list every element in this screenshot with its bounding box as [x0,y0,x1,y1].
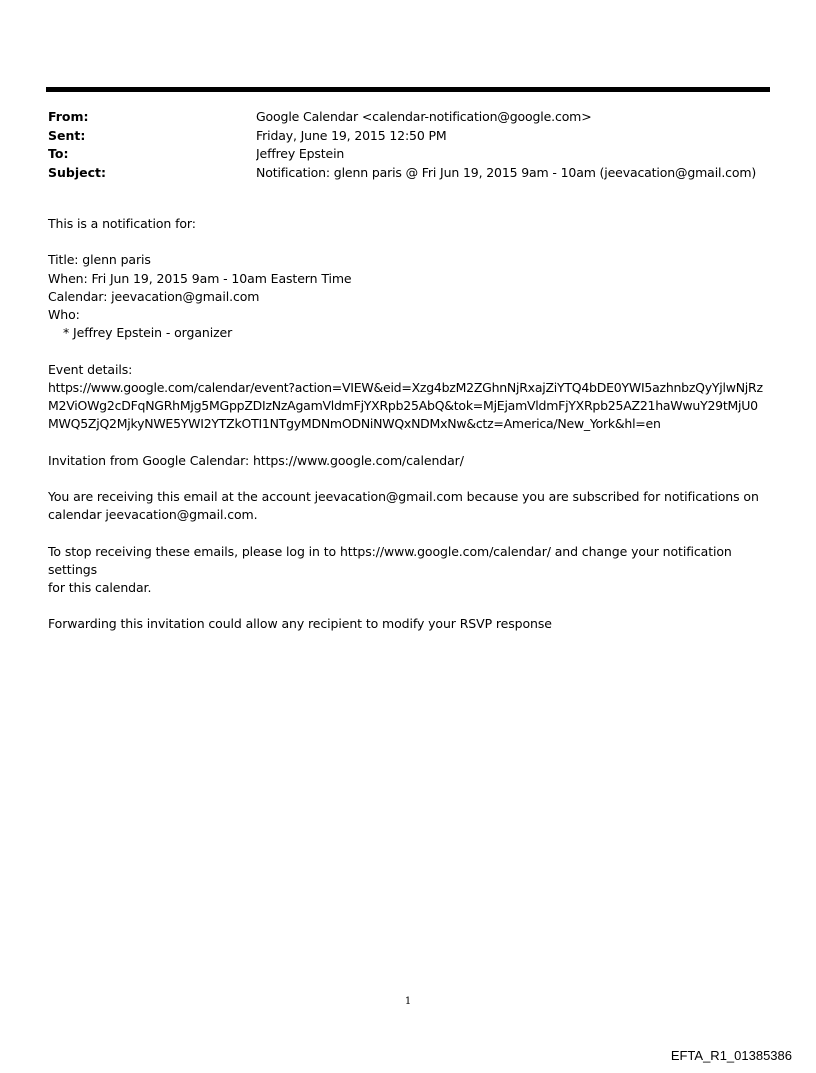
to-label: To: [48,146,69,161]
intro-text: This is a notification for: [48,216,196,231]
email-header [48,108,770,182]
to-row [48,145,770,164]
receiving-line-1: You are receiving this email at the account jeevacation@gmail.com because you are subscribed for notifications on [48,488,759,504]
from-label: From: [48,109,89,124]
invitation-text: Invitation from Google Calendar: https://www.google.com/calendar/ [48,452,464,468]
to-value: Jeffrey Epstein [256,146,345,161]
page-number: 1 [404,996,412,1007]
event-organizer: * Jeffrey Epstein - organizer [63,325,233,341]
event-when: When: Fri Jun 19, 2015 9am - 10am Eastern Time [48,270,352,286]
sent-row [48,127,770,146]
event-calendar: Calendar: jeevacation@gmail.com [48,288,260,304]
sent-value: Friday, June 19, 2015 12:50 PM [256,127,447,143]
event-title: Title: glenn paris [48,252,151,268]
subject-row [48,164,770,183]
event-who-label: Who: [48,307,80,322]
event-url-line-3[interactable]: MWQ5ZjQ2MjkyNWE5YWI2YTZkOTI1NTgyMDNmODNiNWQxNDMxNw&ctz=America/New_York&hl=en [48,416,661,432]
event-url[interactable] [48,380,763,431]
stop-line-2: for this calendar. [48,579,152,595]
subject-value: Notification: glenn paris @ Fri Jun 19, 2015 9am - 10am (jeevacation@gmail.com) [256,164,757,180]
event-summary [48,251,772,342]
email-body [48,215,772,652]
receiving-notice [48,488,772,524]
event-details [48,361,772,434]
from-row [48,108,770,127]
event-details-label: Event details: [48,361,133,377]
from-value: Google Calendar <calendar-notification@google.com> [256,109,592,124]
document-id: EFTA_R1_01385386 [670,1048,792,1063]
event-url-line-2[interactable]: M2ViOWg2cDFqNGRhMjg5MGppZDIzNzAgamVldmFjYXRpb25AbQ&tok=MjEjamVldmFjYXRpb25AZ21haWwuY29tMjU0 [48,398,758,413]
receiving-line-2: calendar jeevacation@gmail.com. [48,507,258,523]
sent-label: Sent: [48,127,86,143]
stop-line-1: To stop receiving these emails, please log in to https://www.google.com/calendar/ and change your notification settings [48,543,732,577]
event-url-line-1[interactable]: https://www.google.com/calendar/event?action=VIEW&eid=Xzg4bzM2ZGhnNjRxajZiYTQ4bDE0YWI5azhnbzQyYjlwNjRz [48,379,763,395]
stop-notice [48,543,772,598]
forwarding-notice: Forwarding this invitation could allow any recipient to modify your RSVP response [48,616,552,632]
header-divider [46,87,770,92]
subject-label: Subject: [48,164,106,180]
